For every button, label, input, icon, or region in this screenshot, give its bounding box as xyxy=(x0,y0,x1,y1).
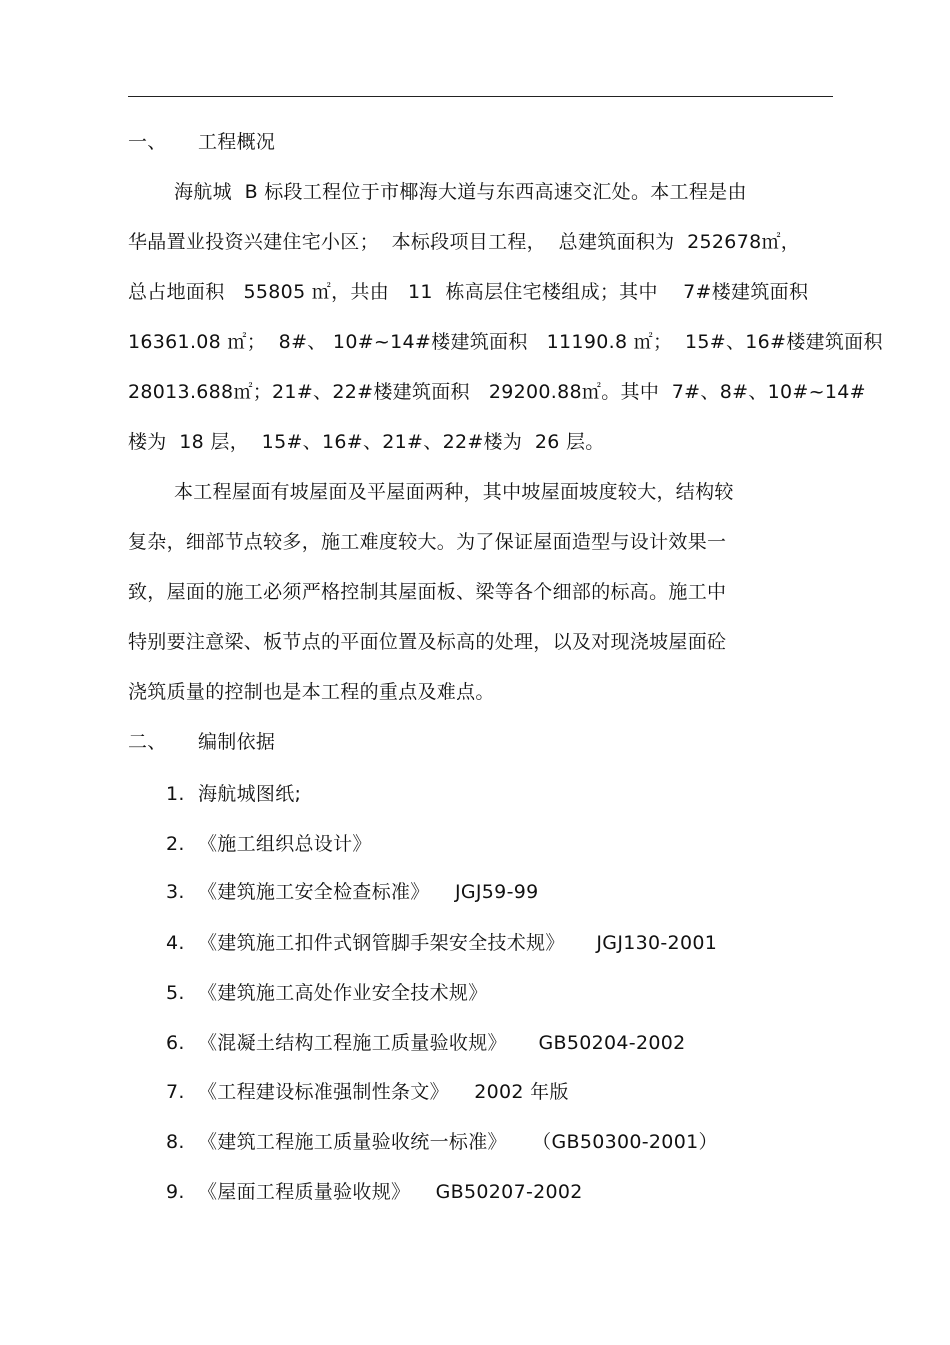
list-item: 《屋面工程质量验收规》 GB50207-2002 xyxy=(198,1181,583,1203)
list-item: 《建筑施工安全检查标准》 JGJ59-99 xyxy=(198,881,539,903)
list-item: 《建筑施工扣件式钢管脚手架安全技术规》 JGJ130-2001 xyxy=(198,932,718,954)
paragraph-line: 海航城 B 标段工程位于市椰海大道与东西高速交汇处。本工程是由 xyxy=(174,181,747,203)
list-item: 海航城图纸; xyxy=(198,783,302,805)
section-1-number: 一、 xyxy=(128,131,167,153)
list-item-number: 5. xyxy=(166,982,185,1004)
paragraph-line: 本工程屋面有坡屋面及平屋面两种，其中坡屋面坡度较大，结构较 xyxy=(174,481,734,503)
section-2-title: 编制依据 xyxy=(198,731,276,753)
section-2-number: 二、 xyxy=(128,731,167,753)
list-item-number: 6. xyxy=(166,1032,185,1054)
list-item: 《施工组织总设计》 xyxy=(198,833,372,855)
list-item: 《混凝土结构工程施工质量验收规》 GB50204-2002 xyxy=(198,1032,686,1054)
paragraph-line: 致，屋面的施工必须严格控制其屋面板、梁等各个细部的标高。施工中 xyxy=(128,581,727,603)
list-item-number: 7. xyxy=(166,1081,185,1103)
paragraph-line: 总占地面积 55805 ㎡，共由 11 栋高层住宅楼组成；其中 7#楼建筑面积 xyxy=(128,281,809,303)
list-item: 《建筑施工高处作业安全技术规》 xyxy=(198,982,488,1004)
list-item-number: 2. xyxy=(166,833,185,855)
paragraph-line: 楼为 18 层， 15#、16#、21#、22#楼为 26 层。 xyxy=(128,431,605,453)
paragraph-line: 16361.08 ㎡； 8#、 10#~14#楼建筑面积 11190.8 ㎡； 15#、16#楼建筑面积 xyxy=(128,331,883,353)
list-item-number: 4. xyxy=(166,932,185,954)
header-rule xyxy=(128,96,833,97)
list-item-number: 3. xyxy=(166,881,185,903)
list-item: 《建筑工程施工质量验收统一标准》 （GB50300-2001） xyxy=(198,1131,718,1153)
list-item-number: 9. xyxy=(166,1181,185,1203)
paragraph-line: 浇筑质量的控制也是本工程的重点及难点。 xyxy=(128,681,495,703)
list-item-number: 1. xyxy=(166,783,185,805)
list-item: 《工程建设标准强制性条文》 2002 年版 xyxy=(198,1081,569,1103)
paragraph-line: 特别要注意梁、板节点的平面位置及标高的处理，以及对现浇坡屋面砼 xyxy=(128,631,727,653)
paragraph-line: 复杂，细部节点较多，施工难度较大。为了保证屋面造型与设计效果一 xyxy=(128,531,727,553)
paragraph-line: 华晶置业投资兴建住宅小区； 本标段项目工程， 总建筑面积为 252678㎡， xyxy=(128,231,801,253)
section-1-title: 工程概况 xyxy=(198,131,276,153)
list-item-number: 8. xyxy=(166,1131,185,1153)
paragraph-line: 28013.688㎡；21#、22#楼建筑面积 29200.88㎡。其中 7#、8#、10#~14# xyxy=(128,381,866,403)
